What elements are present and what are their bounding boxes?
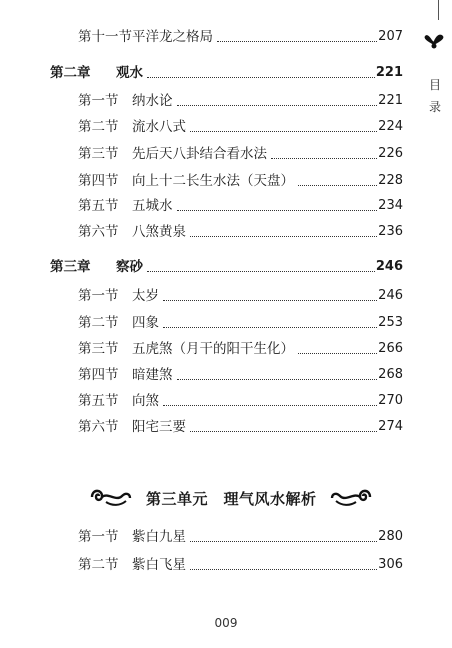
leader-dots [163, 327, 377, 328]
toc-entry-page: 234 [378, 198, 403, 213]
toc-entry-number: 第三章 [50, 259, 91, 275]
toc-entry-number: 第五节 [78, 393, 119, 409]
leader-dots [217, 41, 377, 42]
toc-entry-title: 察砂 [116, 259, 143, 275]
toc-entry-number: 第三节 [78, 146, 119, 162]
toc-entry-page: 246 [378, 288, 403, 303]
toc-entry-page: 280 [378, 529, 403, 544]
leader-dots [163, 300, 377, 301]
toc-entry-page: 226 [378, 146, 403, 161]
leader-dots [177, 379, 378, 380]
toc-entry-title: 暗建煞 [132, 367, 173, 383]
leader-dots [147, 271, 375, 272]
toc-section-entry [78, 145, 403, 163]
toc-entry-title: 流水八式 [132, 119, 186, 135]
toc-entry-number: 第一节 [78, 93, 119, 109]
leader-dots [190, 541, 377, 542]
toc-entry-title: 八煞黄泉 [132, 224, 186, 240]
toc-entry-page: 224 [378, 119, 403, 134]
toc-entry-number: 第四节 [78, 367, 119, 383]
toc-entry-title: 纳水论 [132, 93, 173, 109]
toc-section-entry [78, 366, 403, 384]
toc-entry-title: 太岁 [132, 288, 159, 304]
toc-entry-title: 紫白九星 [132, 529, 186, 545]
toc-entry-number: 第六节 [78, 419, 119, 435]
leader-dots [190, 431, 377, 432]
toc-entry-number: 第一节 [78, 288, 119, 304]
toc-entry-page: 268 [378, 367, 403, 382]
toc-entry-page: 221 [378, 93, 403, 108]
toc-chapter-entry [50, 64, 403, 82]
toc-entry-number: 第二节 [78, 119, 119, 135]
toc-section-entry [78, 314, 403, 332]
toc-section-entry [78, 418, 403, 436]
side-label [428, 74, 442, 118]
toc-entry-title: 先后天八卦结合看水法 [132, 146, 267, 162]
leader-dots [177, 210, 378, 211]
side-label-char: 目 [428, 78, 441, 92]
toc-entry-number: 第三节 [78, 341, 119, 357]
toc-entry-number: 第五节 [78, 198, 119, 214]
toc-entry-title: 向上十二长生水法（天盘） [132, 173, 294, 189]
toc-entry-title: 四象 [132, 315, 159, 331]
toc-entry-title: 向煞 [132, 393, 159, 409]
toc-entry-page: 221 [375, 65, 403, 80]
leader-dots [271, 158, 377, 159]
toc-entry-page: 207 [378, 29, 403, 44]
toc-entry-title: 平洋龙之格局 [132, 29, 213, 45]
knot-ornament-icon [423, 30, 445, 57]
cloud-scroll-ornament-left-icon [88, 484, 132, 514]
toc-entry-number: 第十一节 [78, 29, 132, 45]
toc-entry-page: 274 [378, 419, 403, 434]
toc-entry-title: 观水 [116, 65, 143, 81]
side-label-char: 录 [428, 100, 441, 114]
toc-chapter-entry [50, 258, 403, 276]
toc-entry-page: 306 [378, 557, 403, 572]
toc-entry-number: 第四节 [78, 173, 119, 189]
side-rule [438, 0, 439, 20]
toc-section-entry [78, 118, 403, 136]
toc-entry-page: 253 [378, 315, 403, 330]
toc-entry-page: 246 [375, 259, 403, 274]
leader-dots [163, 405, 377, 406]
toc-section-entry [78, 392, 403, 410]
toc-section-entry [78, 197, 403, 215]
toc-section-entry [78, 223, 403, 241]
toc-entry-number: 第二章 [50, 65, 91, 81]
toc-entry-title: 五虎煞（月干的阳干生化） [132, 341, 294, 357]
toc-entry-number: 第一节 [78, 529, 119, 545]
toc-entry-title: 紫白飞星 [132, 557, 186, 573]
toc-entry-title: 阳宅三要 [132, 419, 186, 435]
unit-heading [0, 478, 452, 518]
toc-entry-title: 五城水 [132, 198, 173, 214]
leader-dots [147, 77, 375, 78]
toc-entry-number: 第二节 [78, 557, 119, 573]
toc-section-entry [78, 172, 403, 190]
toc-entry-page: 266 [378, 341, 403, 356]
toc-section-entry [78, 556, 403, 574]
leader-dots [177, 105, 378, 106]
toc-section-entry [78, 528, 403, 546]
leader-dots [190, 569, 377, 570]
toc-section-entry [78, 287, 403, 305]
toc-entry-page: 270 [378, 393, 403, 408]
toc-entry-page: 236 [378, 224, 403, 239]
leader-dots [190, 131, 377, 132]
toc-section-entry [78, 28, 403, 46]
page-number: 009 [214, 616, 238, 630]
toc-section-entry [78, 340, 403, 358]
unit-title: 第三单元 理气风水解析 [146, 490, 317, 508]
leader-dots [298, 185, 377, 186]
cloud-scroll-ornament-right-icon [330, 484, 374, 514]
toc-entry-number: 第六节 [78, 224, 119, 240]
toc-entry-number: 第二节 [78, 315, 119, 331]
toc-section-entry [78, 92, 403, 110]
leader-dots [190, 236, 377, 237]
leader-dots [298, 353, 377, 354]
toc-entry-page: 228 [378, 173, 403, 188]
